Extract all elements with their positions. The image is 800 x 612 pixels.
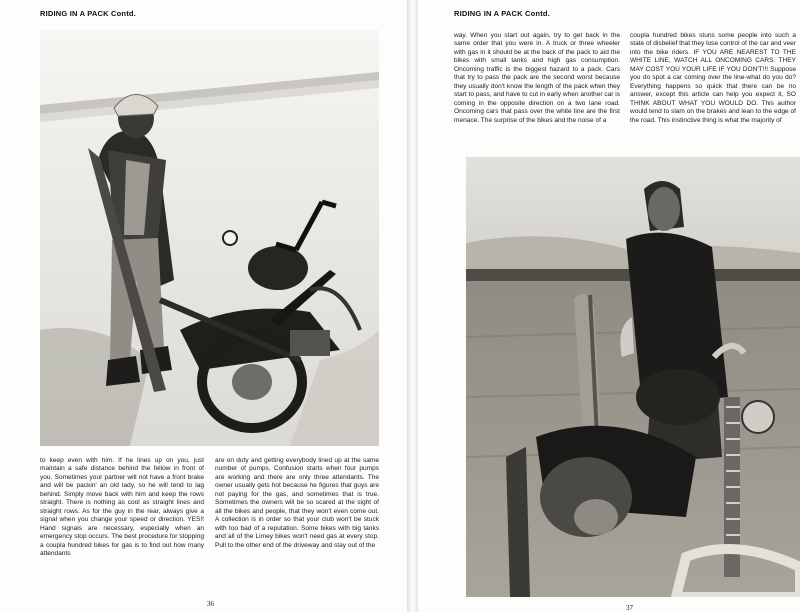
- left-photo-graphic: [40, 30, 379, 446]
- right-page-number: 37: [626, 604, 633, 612]
- right-page-column-1: way. When you start out again, try to get back in the same order that you were in. A truck or three wheeler with gas in it should be at the back of the pack to aid the bikes with small tanks and high gas consumption. Oncoming traffic is the biggest hazard to a pack. Cars that try to pass the pack are the second worst because they usually don't know the length of the pack when they start to pass, and have to cut in early when another car is coming in the opposite direction on a two lane road. Oncoming cars that pass over the white line are the first menace. The surprise of the bikes and the noise of a: [454, 32, 620, 124]
- left-page-column-2: are on duty and getting everybody lined up at the same number of pumps. Confusion starts when four pumps are working and there are only three attendants. The owner usually gets hot because he figures that guys are not paying for the gas, and sometimes that is true. Sometimes the owners will be so scared at the sight of all the bikes and people, that they won't even come out. A collection is in order so that your club won't be stuck with too bad of a reputation. Some bikes with big tanks and all of the Limey bikes won't need gas at every stop. Pull to the other end of the driveway and stay out of the: [215, 457, 379, 549]
- right-photo-graphic: [466, 157, 800, 597]
- left-page-column-1: to keep even with him. If he lines up on you, just maintain a safe distance behind the fellow in front of you. Sometimes your partner will not have a front brake and will be packin' an old lady, so he will tend to lag behind. Simply move back with him and keep the rows straight. There is nothing as cool as straight lines and straight rows. As for the guy in the rear, always give a signal when you change your speed or direction. YES!! Hand signals are necessary, especially when an emergency stop occurs. The best procedure for stopping a coupla hundred bikes for gas is to find out how many attendants: [40, 457, 205, 557]
- binding-gutter: [407, 0, 418, 612]
- left-photo-rider-with-chopper: [40, 30, 379, 446]
- right-page-column-2: coupla hundred bikes stuns some people into such a state of disbelief that they lose control of the car and veer into the bike riders. IF YOU ARE NEAREST TO THE WHITE LINE, WATCH ALL ONCOMING CARS. THEY MAY COST YOU YOUR LIFE IF YOU DON'T!!! Suppose you do spot a car coming over the line-what do you do? Everything happens so quick that there can be no answer, except this article can help you expect it, SO THINK ABOUT WHAT YOU WOULD DO. This author would tend to slam on the brakes and lean to the edge of the road. This instinctive thing is what the majority of: [630, 32, 796, 124]
- right-page: [418, 0, 800, 612]
- left-running-head: RIDING IN A PACK Contd.: [40, 9, 136, 18]
- left-page-number: 36: [207, 600, 214, 608]
- right-photo-rider-with-chopper: [466, 157, 800, 597]
- right-running-head: RIDING IN A PACK Contd.: [454, 9, 550, 18]
